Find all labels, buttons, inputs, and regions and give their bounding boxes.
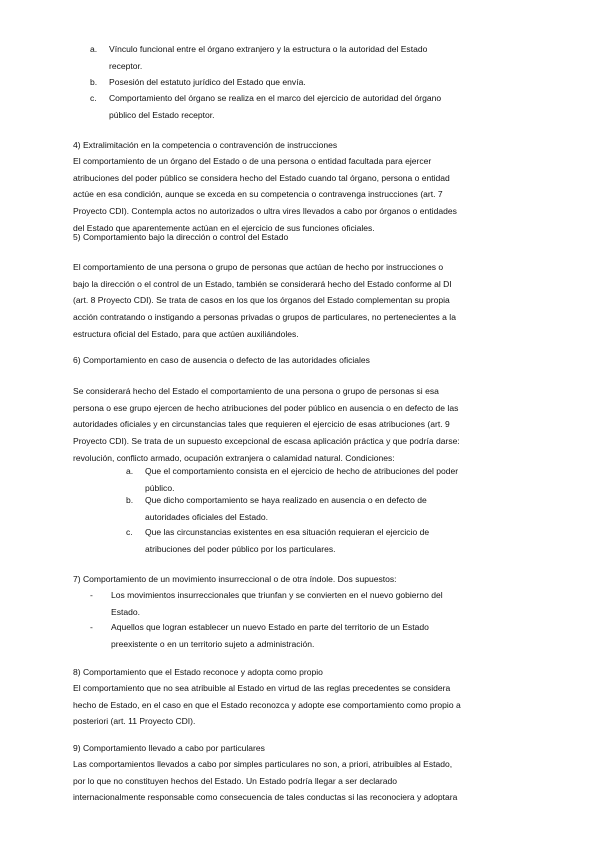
bullet-text: Estado. bbox=[111, 606, 140, 617]
list-marker: b. bbox=[90, 77, 98, 87]
section-paragraph bbox=[73, 756, 533, 806]
paragraph-line: El comportamiento de un órgano del Estado o de una persona o entidad facultada para ejercer bbox=[73, 156, 432, 166]
paragraph-line: autoridades oficiales y en circunstancias tales que requieren el ejercicio de esas atribuciones (art. 9 bbox=[73, 419, 450, 430]
section-paragraph bbox=[73, 259, 533, 343]
list-marker: c. bbox=[126, 527, 133, 537]
list-item-text: Comportamiento del órgano se realiza en el marco del ejercicio de autoridad del órgano bbox=[109, 93, 442, 103]
bullet-text: preexistente o en un territorio sujeto a administración. bbox=[111, 638, 315, 649]
bullet-marker: - bbox=[90, 590, 93, 600]
list-item-text: Vínculo funcional entre el órgano extranjero y la estructura o la autoridad del Estado bbox=[109, 44, 428, 54]
section-paragraph bbox=[73, 383, 533, 467]
section-heading: 7) Comportamiento de un movimiento insurreccional o de otra índole. Dos supuestos: bbox=[73, 574, 397, 584]
list-item bbox=[126, 524, 536, 557]
section-heading: 9) Comportamiento llevado a cabo por particulares bbox=[73, 743, 265, 753]
paragraph-line: acción contratando o instigando a personas privadas o grupos de particulares, no pertenecientes a la bbox=[73, 312, 456, 323]
list-item-text: receptor. bbox=[109, 60, 143, 71]
paragraph-line: por lo que no constituyen hechos del Estado. Un Estado podría llegar a ser declarado bbox=[73, 775, 398, 786]
list-item bbox=[90, 74, 530, 91]
paragraph-line: estructura oficial del Estado, para que actúen auxiliándoles. bbox=[73, 328, 299, 339]
list-item-text: autoridades oficiales del Estado. bbox=[145, 511, 269, 522]
bullet-marker: - bbox=[90, 622, 93, 632]
list-item-text: Posesión del estatuto jurídico del Estado que envía. bbox=[109, 77, 306, 87]
list-marker: a. bbox=[90, 44, 98, 54]
paragraph-line: revolución, conflicto armado, ocupación extranjera o calamidad natural. Condiciones: bbox=[73, 452, 395, 463]
paragraph-line: Proyecto CDI). Contempla actos no autorizados o ultra vires llevados a cabo por órganos o entidades bbox=[73, 206, 457, 217]
bullet-item bbox=[90, 587, 536, 620]
paragraph-line: posteriori (art. 11 Proyecto CDI). bbox=[73, 716, 196, 727]
paragraph-line: actúe en esa condición, aunque se exceda en su competencia o contravenga instrucciones (art. 7 bbox=[73, 189, 443, 200]
paragraph-line: del Estado que aparentemente actúan en el ejercicio de sus funciones oficiales. bbox=[73, 222, 375, 233]
list-item-text: público. bbox=[145, 482, 175, 493]
bullet-item bbox=[90, 619, 536, 652]
list-marker: c. bbox=[90, 93, 97, 103]
list-item bbox=[90, 41, 530, 74]
list-item-text: Que dicho comportamiento se haya realizado en ausencia o en defecto de bbox=[145, 495, 427, 505]
section-heading: 8) Comportamiento que el Estado reconoce y adopta como propio bbox=[73, 667, 323, 677]
section-paragraph bbox=[73, 153, 533, 237]
section-heading: 4) Extralimitación en la competencia o contravención de instrucciones bbox=[73, 140, 338, 150]
paragraph-line: El comportamiento que no sea atribuible al Estado en virtud de las reglas precedentes se considera bbox=[73, 683, 451, 693]
section-paragraph bbox=[73, 680, 533, 730]
list-marker: b. bbox=[126, 495, 134, 505]
paragraph-line: persona o ese grupo ejercen de hecho atribuciones del poder público en ausencia o en defecto de las bbox=[73, 402, 459, 413]
paragraph-line: Las comportamientos llevados a cabo por simples particulares no son, a priori, atribuibles al Estado, bbox=[73, 759, 453, 769]
paragraph-line: internacionalmente responsable como consecuencia de tales conductas si las reconociera y adoptara bbox=[73, 792, 458, 803]
list-marker: a. bbox=[126, 466, 134, 476]
paragraph-line: bajo la dirección o el control de un Estado, también se considerará hecho del Estado conforme al DI bbox=[73, 278, 452, 289]
section-heading: 5) Comportamiento bajo la dirección o control del Estado bbox=[73, 232, 289, 242]
list-item-text: Que el comportamiento consista en el ejercicio de hecho de atribuciones del poder bbox=[145, 466, 459, 476]
list-item-text: Que las circunstancias existentes en esa situación requieran el ejercicio de bbox=[145, 527, 430, 537]
paragraph-line: atribuciones del poder público se considera hecho del Estado cuando tal órgano, persona o entidad bbox=[73, 172, 450, 183]
paragraph-line: Proyecto CDI). Se trata de un supuesto excepcional de escasa aplicación práctica y que podría darse: bbox=[73, 436, 460, 447]
list-item-text: público del Estado receptor. bbox=[109, 109, 215, 120]
list-item-text: atribuciones del poder público por los particulares. bbox=[145, 543, 336, 554]
paragraph-line: hecho de Estado, en el caso en que el Estado reconozca y adopte ese comportamiento como propio a bbox=[73, 699, 461, 710]
paragraph-line: Se considerará hecho del Estado el comportamiento de una persona o grupo de personas si esa bbox=[73, 386, 439, 396]
bullet-text: Los movimientos insurreccionales que triunfan y se convierten en el nuevo gobierno del bbox=[111, 590, 443, 600]
bullet-text: Aquellos que logran establecer un nuevo Estado en parte del territorio de un Estado bbox=[111, 622, 429, 632]
paragraph-line: El comportamiento de una persona o grupo de personas que actúan de hecho por instrucciones o bbox=[73, 262, 444, 272]
paragraph-line: (art. 8 Proyecto CDI). Se trata de casos en los que los órganos del Estado complementan su propia bbox=[73, 295, 450, 306]
list-item bbox=[90, 90, 530, 123]
list-item bbox=[126, 492, 536, 525]
section-heading: 6) Comportamiento en caso de ausencia o defecto de las autoridades oficiales bbox=[73, 355, 370, 365]
